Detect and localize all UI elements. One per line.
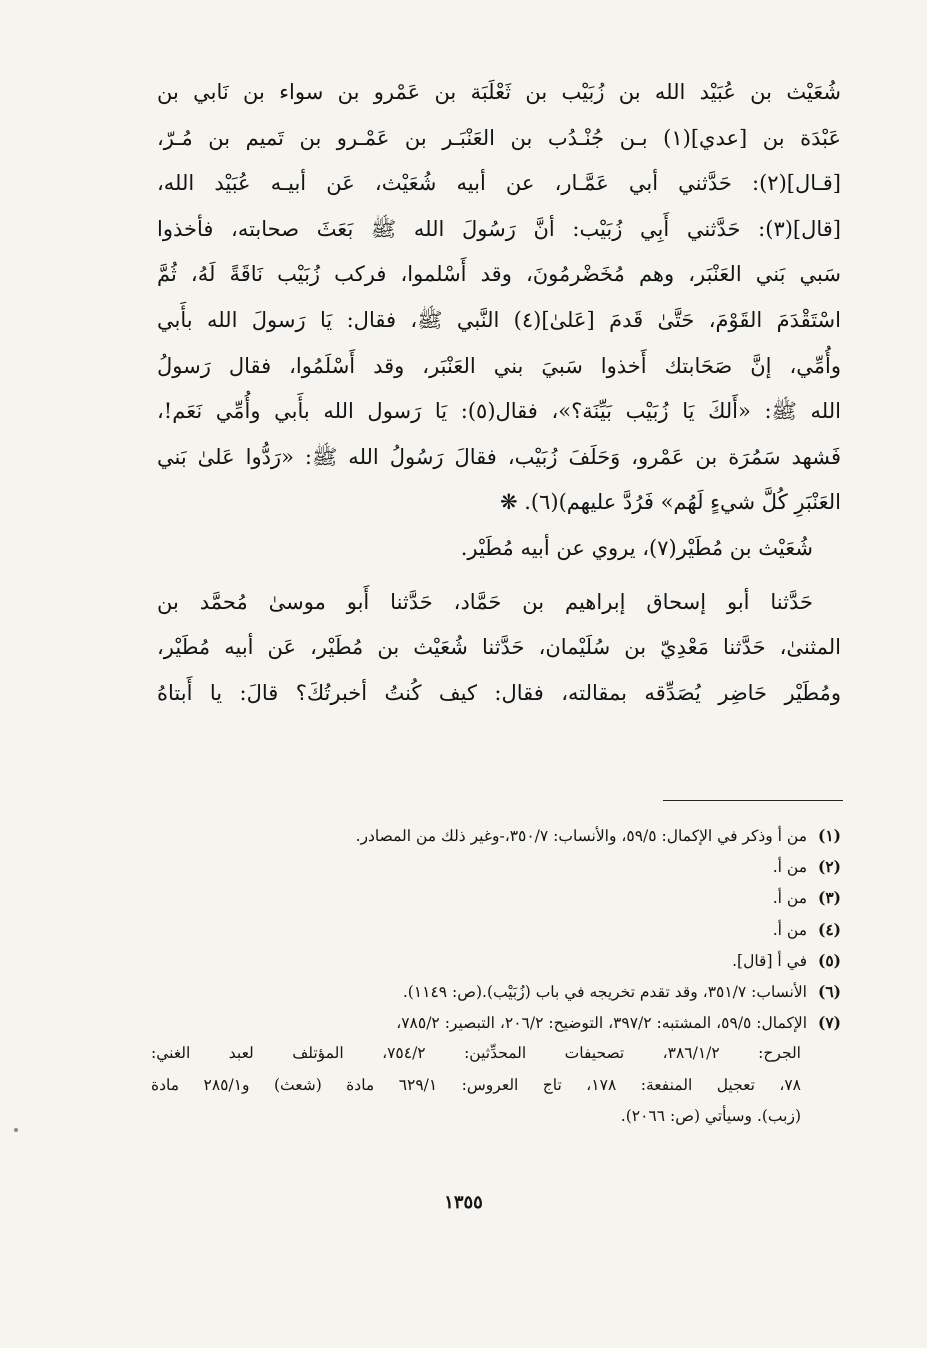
text-line: شُعَيْث بن عُبَيْد الله بن زُبَيْب بن ثَعْلَبَة بن عَمْرو بن سواء بن نَابي بن (157, 80, 841, 104)
text-line: سَبي بَني العَنْبَر، وهم مُخَضْرمُونَ، وقد أَسْلموا، فركب زُبَيْب نَاقَةً لَهُ، ثُمَّ (157, 262, 841, 287)
footnote (151, 882, 841, 913)
footnote (151, 820, 841, 851)
footnote-number: (٢) (817, 857, 841, 877)
footnote-text: من أ وذكر في الإكمال: ٥٩/٥، والأنساب: ٣٥٠/٧،-وغير ذلك من المصادر. (355, 827, 807, 845)
footnote-number: (٤) (817, 919, 841, 939)
footnote-text: الأنساب: ٣٥١/٧، وقد تقدم تخريجه في باب (زُبَيْب).(ص: ١١٤٩). (402, 982, 807, 1001)
text-line: العَنْبَرِ كُلَّ شيءٍ لَهُم» فَرُدَّ عليهم)(٦). ❋ (499, 490, 841, 515)
footnote-continuation: (زبب). وسيأتي (ص: ٢٠٦٦). (620, 1106, 801, 1125)
text-line: ومُطَيْر حَاضِر يُصَدِّقه بمقالته، فقال: كيف كُنتُ أخبرتُكَ؟ قالَ: يا أَبتاهُ (157, 680, 841, 705)
footnote-number: (٧) (817, 1013, 841, 1033)
footnote-text: الإكمال: ٥٩/٥، المشتبه: ٣٩٧/٢، التوضيح: ٢٠٦/٢، التبصير: ٧٨٥/٢، (396, 1014, 807, 1033)
main-text (157, 70, 841, 716)
footnote (151, 851, 841, 882)
footnote-text: من أ. (772, 858, 807, 877)
footnote (151, 914, 841, 945)
text-line: [قـال](٢): حَدَّثني أبي عَمَّـار، عن أبيه شُعَيْث، عَن أبيـه عُبَيْد الله، (157, 171, 841, 196)
entry-heading: شُعَيْث بن مُطَيْر(٧)، يروي عن أبيه مُطَيْر. (460, 535, 813, 560)
footnote-text: من أ. (772, 920, 807, 939)
margin-speck (14, 1128, 18, 1132)
footnote (151, 945, 841, 976)
footnote-number: (٦) (817, 981, 841, 1001)
text-line: [قال](٣): حَدَّثني أَبِي زُبَيْب: أنَّ رَسُولَ الله ﷺ بَعَثَ صحابته، فأخذوا (157, 216, 841, 241)
footnote-number: (٣) (817, 888, 841, 908)
footnote-text: من أ. (772, 889, 807, 908)
footnote-continuation: ٧٨، تعجيل المنفعة: ١٧٨، تاج العروس: ٦٢٩/١ مادة (شعث) و٢٨٥/١ مادة (151, 1075, 802, 1094)
text-line: حَدَّثنا أبو إسحاق إبراهيم بن حَمَّاد، حَدَّثنا أَبو موسىٰ مُحمَّد بن (157, 589, 813, 614)
footnote-number: (١) (817, 826, 841, 845)
footnotes (151, 820, 841, 1132)
footnote-continuation: الجرح: ٣٨٦/١/٢، تصحيفات المحدِّثين: ٧٥٤/٢، المؤتلف لعبد الغني: (151, 1044, 801, 1063)
footnote (151, 976, 841, 1007)
page-number: ١٣٥٥ (444, 1192, 483, 1213)
footnote (151, 1007, 841, 1038)
footnote-text: في أ [قال]. (732, 951, 807, 970)
footnote-divider (663, 800, 843, 801)
footnote-number: (٥) (817, 950, 841, 970)
text-line: عَبْدَة بن [عدي](١) بـن جُنْـدُب بن العَنْبَـر بن عَمْـرو بن تَميم بن مُـرّ، (157, 125, 841, 150)
text-line: المثنىٰ، حَدَّثنا مَعْدِيّ بن سُلَيْمان، حَدَّثنا شُعَيْث بن مُطَيْر، عَن أبيه مُطَيْر، (157, 635, 841, 660)
text-line: اسْتَقْدَمَ القَوْمَ، حَتَّىٰ قَدمَ [عَلىٰ](٤) النَّبي ﷺ، فقال: يَا رَسولَ الله بأَبي (157, 307, 841, 332)
text-line: وأُمِّي، إنَّ صَحَابتك أَخذوا سَبيَ بني العَنْبَر، وقد أَسْلَمُوا، فقال رَسولُ (157, 353, 841, 378)
text-line: فَشهد سَمُرَة بن عَمْرو، وَحَلَفَ زُبَيْب، فقالَ رَسُولُ الله ﷺ: «رَدُّوا عَلىٰ بَني (157, 444, 841, 469)
text-line: الله ﷺ: «أَلكَ يَا زُبَيْب بَيِّنَة؟»، فقال(٥): يَا رَسول الله بأَبي وأُمِّي نَعَم!، (157, 399, 841, 424)
